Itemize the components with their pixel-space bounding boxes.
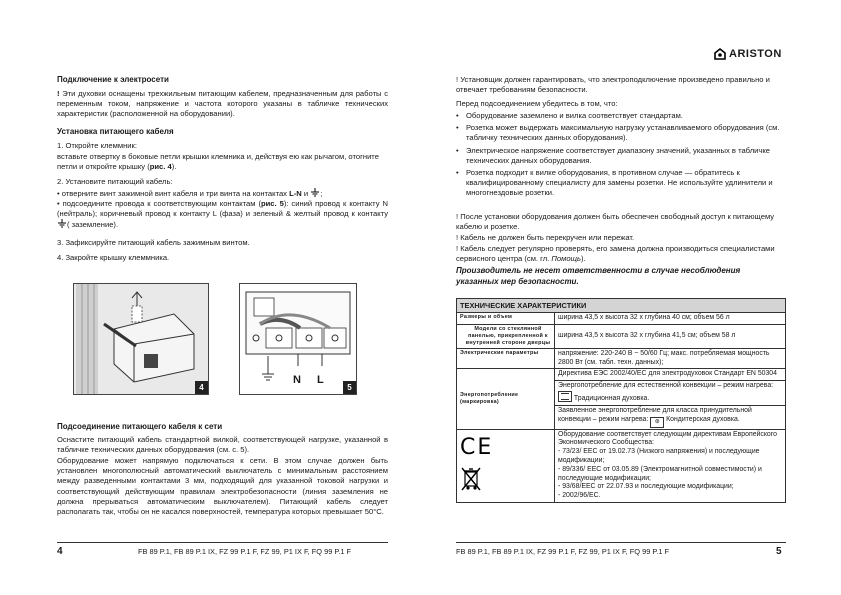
checklist-item: • Розетка может выдержать максимальную нагрузку устанавливаемого оборудования (см. табличку технических данных оборудования). xyxy=(456,123,784,143)
figure-5-terminal-wiring xyxy=(239,283,357,395)
before-connect: Перед подсоединением убедитесь в том, что: xyxy=(456,99,618,108)
figure-number-5: 5 xyxy=(343,381,356,394)
compliance-marks xyxy=(457,429,555,502)
step-4: 4. Закройте крышку клеммника. xyxy=(57,253,170,262)
checklist-item: • Оборудование заземлено и вилка соответствует стандартам. xyxy=(456,111,784,121)
terminal-cover-illustration xyxy=(74,284,208,394)
spec-value-size: ширина 43,5 x высота 32 x глубина 40 см; объем 56 л xyxy=(555,313,786,325)
installer-note: ! Установщик должен гарантировать, что электроподключение произведено правильно и отвечает требованиям безопасности. xyxy=(456,75,770,95)
step-2-bullet-1: • отверните винт зажимной винт кабеля и три винта на контактах L-N и ; xyxy=(57,189,323,198)
spec-label-glass: Модели со стеклянной панелью, прикрепленной к внутренней стороне дверцы xyxy=(457,324,555,348)
direct-connect-paragraph: Оборудование может напрямую подключаться к сети. В этом случае должен быть установлен многополюсный автоматический выключатель с минимальным расстоянием между разведенными контактами 3 мм, подходящий для указанной токовой нагрузки и соответствующий действующим правилам электробезопасности (линия заземления не должна прерываться автоматическим выключателем). Питающий кабель следует располагать так, чтобы он не касался поверхностей, температура которых превышает 50°С. xyxy=(57,456,388,517)
spec-table-grid xyxy=(456,312,786,503)
checklist-item: • Розетка подходит к вилке оборудования, в противном случае — обратитесь к квалифицированному специалисту для замены розетки. Не используйте удлинители и многогнездовые розетки. xyxy=(456,168,784,199)
checklist-item: • Электрическое напряжение соответствует диапазону значений, указанных в табличке технических данных оборудования. xyxy=(456,146,784,166)
table-row xyxy=(457,348,786,369)
ground-icon xyxy=(57,219,67,228)
terminal-label-l: L xyxy=(317,374,324,386)
brand-logo xyxy=(714,47,782,60)
step-1: 1. Откройте клеммник: xyxy=(57,141,137,150)
energy-directive: Директива ЕЭС 2002/40/ЕС для электродуховок Стандарт EN 50304 xyxy=(555,369,785,381)
energy-natural: Энергопотребление для естественной конвекции – режим нагрева: Традиционная духовка. xyxy=(555,381,785,406)
spec-label-energy: Энергопотребление (маркировка) xyxy=(457,369,555,429)
spec-value-glass: ширина 43,5 x высота 32 x глубина 41,5 см; объем 58 л xyxy=(555,324,786,348)
right-page xyxy=(420,0,841,595)
checklist xyxy=(456,111,784,201)
liability-disclaimer: Производитель не несет ответственности в случае несоблюдения указанных мер безопасности. xyxy=(456,266,741,286)
conventional-oven-icon xyxy=(558,391,572,402)
brand-name: ARISTON xyxy=(729,47,782,60)
section-heading-mains: Подсоединение питающего кабеля к сети xyxy=(57,422,223,431)
pastry-oven-icon: ⊛ xyxy=(650,417,664,428)
footer-rule-right xyxy=(456,542,786,543)
step-3: 3. Зафиксируйте питающий кабель зажимным винтом. xyxy=(57,238,250,247)
ground-icon xyxy=(310,188,320,197)
footer-models-right: FB 89 P.1, FB 89 P.1 IX, FZ 99 P.1 F, FZ 99, P1 IX F, FQ 99 P.1 F xyxy=(456,547,670,556)
table-row xyxy=(457,429,786,502)
access-note: ! После установки оборудования должен быть обеспечен свободный доступ к питающему кабелю и розетке. xyxy=(456,212,775,232)
step-2: 2. Установите питающий кабель: xyxy=(57,177,173,186)
ariston-logo-icon xyxy=(714,48,726,60)
intro-paragraph: ! Эти духовки оснащены трехжильным питающим кабелем, предназначенным для работы с переменным током, напряжение и частота которого указаны в табличке технических характеристик (расположенной на оборудовании). xyxy=(57,89,388,119)
section-heading-cable-install: Установка питающего кабеля xyxy=(57,127,174,136)
energy-forced: Заявленное энергопотребление для класса принудительной конвекции – режим нагрева: ⊛ Кондитерская духовка. xyxy=(555,406,785,429)
spec-table xyxy=(456,298,786,503)
ce-mark: CE xyxy=(460,435,494,461)
footer-rule-left xyxy=(57,542,388,543)
connect-paragraph: Оснастите питающий кабель стандартной вилкой, соответствующей нагрузке, указанной в табличке технических данных оборудования (см. с. 5). xyxy=(57,435,388,455)
spec-label-electrical: Электрические параметры xyxy=(457,348,555,369)
inspection-note: ! Кабель следует регулярно проверять, его замена должна производиться специалистами сервисного центра (см. гл. Помощь). xyxy=(456,244,775,264)
terminal-label-n: N xyxy=(293,374,301,386)
footer-models-left: FB 89 P.1, FB 89 P.1 IX, FZ 99 P.1 F, FZ 99, P1 IX F, FQ 99 P.1 F xyxy=(138,547,352,556)
figure-4-terminal-cover xyxy=(73,283,209,395)
directives-list: Оборудование соответствует следующим директивам Европейского Экономического Сообщества: - 73/23/ EEC от 19.02.73 (Низкого напряжения) и последующие модификации; - 89/336/ EEC от 03.05.89 (Электромагнитной совместимости) и последующие модификации; - 93/68/EEC от 22.07.93 и последующие модификации; - 2002/96/EC. xyxy=(555,429,786,502)
section-heading-electrical: Подключение к электросети xyxy=(57,75,169,84)
spec-value-energy xyxy=(555,369,786,429)
table-row xyxy=(457,369,786,429)
table-row xyxy=(457,313,786,325)
spec-table-title: ТЕХНИЧЕСКИЕ ХАРАКТЕРИСТИКИ xyxy=(456,298,786,312)
left-page xyxy=(0,0,420,595)
weee-crossed-bin-icon xyxy=(460,466,482,492)
spec-label-size: Размеры и объем xyxy=(457,313,555,325)
step-2-bullet-2: • подсоедините провода к соответствующим контактам (рис. 5): синий провод к контакту N (нейтраль); коричневый провод к контакту L (фаза) и зеленый & желтый провод к контакту ( заземление). xyxy=(57,199,388,230)
step-1-text: вставьте отвертку в боковые петли крышки клемника и, действуя ею как рычагом, отогните петли и откройте крышку (рис. 4). xyxy=(57,152,379,172)
page-number-right: 5 xyxy=(776,546,782,557)
page-number-left: 4 xyxy=(57,546,63,557)
figure-number-4: 4 xyxy=(195,381,208,394)
spec-value-electrical: напряжение: 220-240 В ~ 50/60 Гц; макс. потребляемая мощность 2800 Вт (см. табл. техн. данных); xyxy=(555,348,786,369)
kink-note: ! Кабель не должен быть перекручен или пережат. xyxy=(456,233,635,242)
table-row xyxy=(457,324,786,348)
